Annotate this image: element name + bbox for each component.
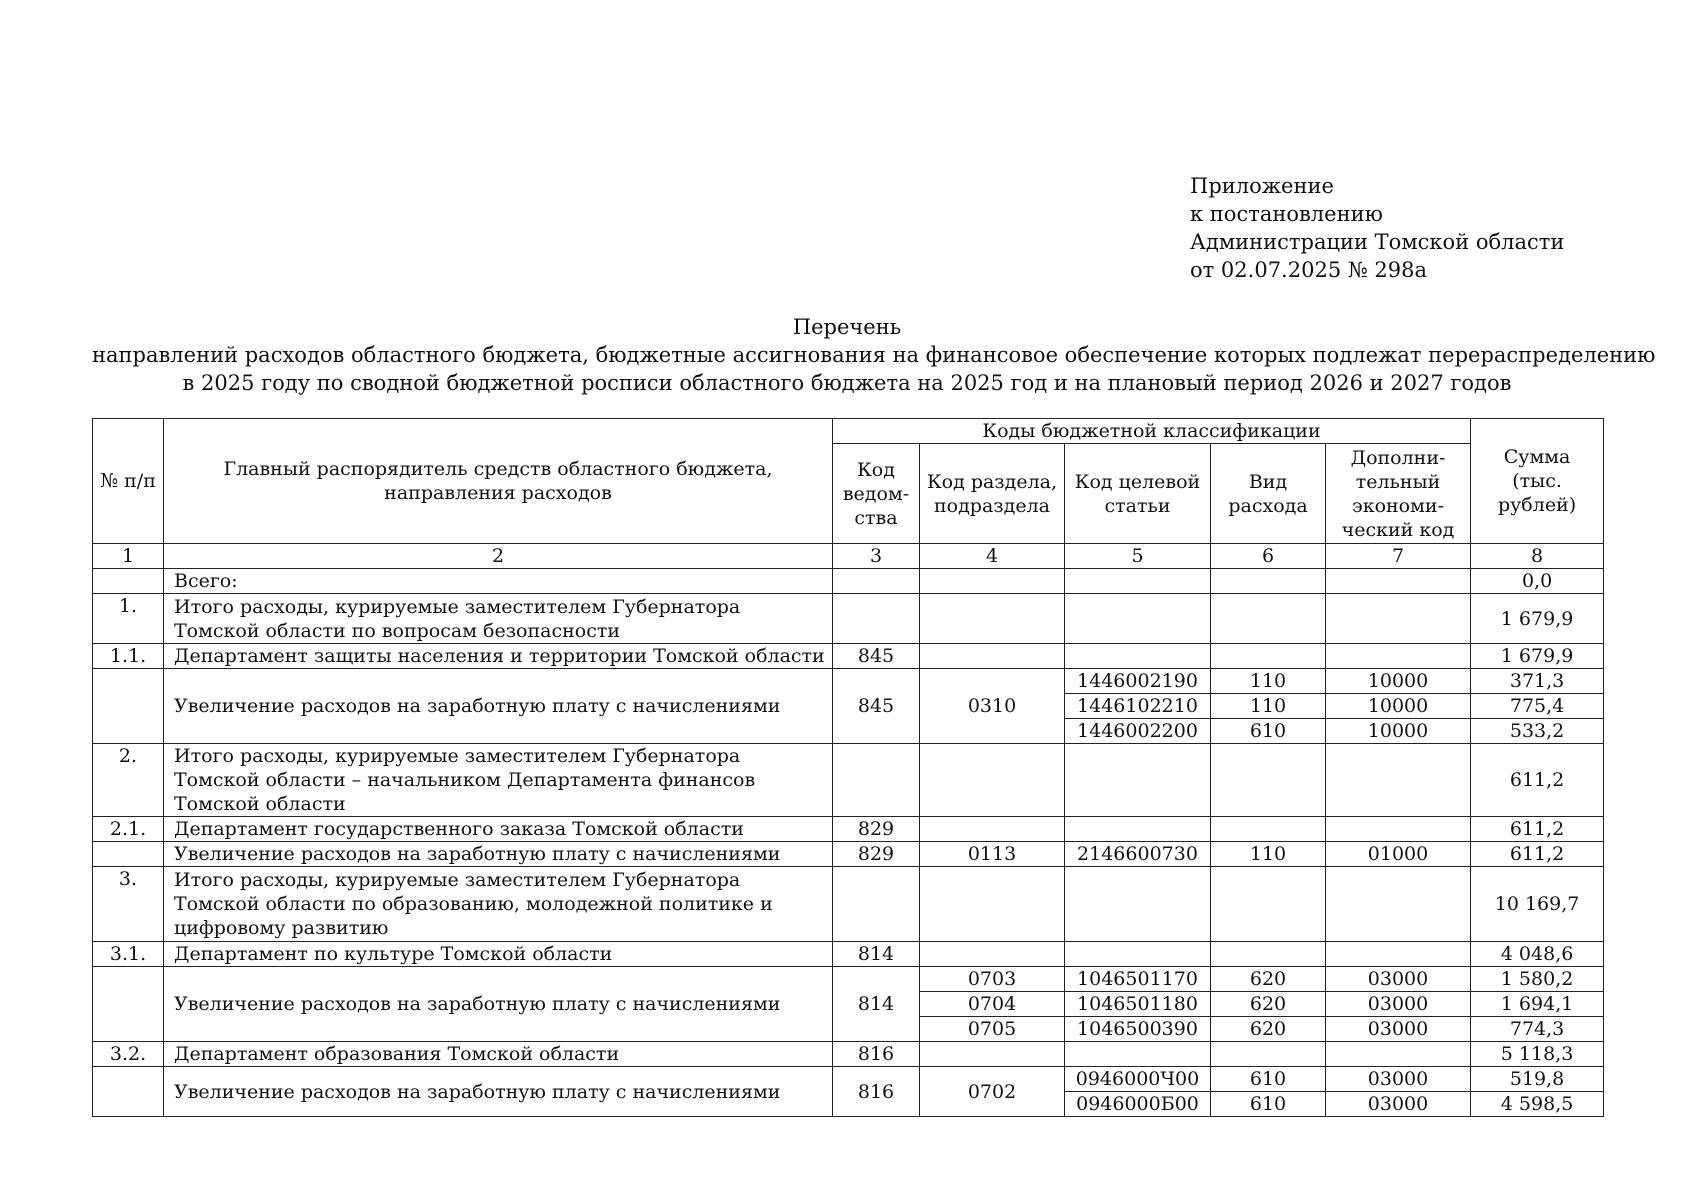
cell-econ-code: 03000 bbox=[1326, 992, 1471, 1017]
cell-num: 3.2. bbox=[93, 1042, 164, 1067]
cell-description: Департамент по культуре Томской области bbox=[164, 942, 833, 967]
cell-sum: 611,2 bbox=[1471, 744, 1604, 817]
column-number: 3 bbox=[833, 544, 920, 569]
cell-empty bbox=[1211, 644, 1326, 669]
cell-description: Итого расходы, курируемые заместителем Губернатора Томской области по образованию, молодежной политике и цифровому развитию bbox=[164, 867, 833, 942]
cell-description: Всего: bbox=[164, 569, 833, 594]
cell-target-code: 0946000Ч00 bbox=[1065, 1067, 1211, 1092]
header-target-code: Код целевой статьи bbox=[1065, 444, 1211, 544]
cell-dept-code: 814 bbox=[833, 942, 920, 967]
cell-sum: 4 048,6 bbox=[1471, 942, 1604, 967]
cell-empty bbox=[1211, 1042, 1326, 1067]
cell-empty bbox=[1211, 569, 1326, 594]
cell-section-code: 0704 bbox=[920, 992, 1065, 1017]
cell-dept-code: 816 bbox=[833, 1067, 920, 1117]
cell-num: 2.1. bbox=[93, 817, 164, 842]
appendix-line: к постановлению bbox=[1190, 202, 1383, 226]
cell-econ-code: 10000 bbox=[1326, 719, 1471, 744]
column-number: 5 bbox=[1065, 544, 1211, 569]
cell-num: 1. bbox=[93, 594, 164, 644]
cell-empty bbox=[1326, 867, 1471, 942]
cell-empty bbox=[1326, 1042, 1471, 1067]
table-row-subgroup bbox=[93, 942, 1604, 967]
cell-empty bbox=[1326, 594, 1471, 644]
cell-econ-code: 01000 bbox=[1326, 842, 1471, 867]
column-number: 8 bbox=[1471, 544, 1604, 569]
cell-num bbox=[93, 967, 164, 1042]
cell-empty bbox=[1065, 1042, 1211, 1067]
cell-sum: 4 598,5 bbox=[1471, 1092, 1604, 1117]
cell-num bbox=[93, 569, 164, 594]
cell-econ-code: 10000 bbox=[1326, 694, 1471, 719]
cell-sum: 1 679,9 bbox=[1471, 594, 1604, 644]
cell-empty bbox=[833, 744, 920, 817]
cell-description: Итого расходы, курируемые заместителем Губернатора Томской области по вопросам безопасности bbox=[164, 594, 833, 644]
cell-section-code: 0703 bbox=[920, 967, 1065, 992]
cell-econ-code: 03000 bbox=[1326, 1092, 1471, 1117]
title-line: направлений расходов областного бюджета, бюджетные ассигнования на финансовое обеспечение которых подлежат перераспределению bbox=[92, 343, 1656, 367]
cell-sum: 10 169,7 bbox=[1471, 867, 1604, 942]
cell-empty bbox=[920, 594, 1065, 644]
cell-empty bbox=[920, 817, 1065, 842]
column-number: 4 bbox=[920, 544, 1065, 569]
cell-expense-type: 610 bbox=[1211, 1092, 1326, 1117]
cell-empty bbox=[1211, 817, 1326, 842]
cell-description: Увеличение расходов на заработную плату с начислениями bbox=[164, 967, 833, 1042]
table-row-group bbox=[93, 744, 1604, 817]
cell-sum: 1 580,2 bbox=[1471, 967, 1604, 992]
cell-target-code: 1446102210 bbox=[1065, 694, 1211, 719]
cell-dept-code: 845 bbox=[833, 669, 920, 744]
cell-sum: 774,3 bbox=[1471, 1017, 1604, 1042]
cell-empty bbox=[833, 594, 920, 644]
cell-target-code: 1046500390 bbox=[1065, 1017, 1211, 1042]
cell-expense-type: 620 bbox=[1211, 992, 1326, 1017]
cell-sum: 533,2 bbox=[1471, 719, 1604, 744]
table-row-subgroup bbox=[93, 644, 1604, 669]
cell-target-code: 1046501170 bbox=[1065, 967, 1211, 992]
cell-section-code: 0113 bbox=[920, 842, 1065, 867]
cell-num bbox=[93, 1067, 164, 1117]
cell-empty bbox=[920, 867, 1065, 942]
cell-expense-type: 110 bbox=[1211, 694, 1326, 719]
table-row-group bbox=[93, 594, 1604, 644]
cell-expense-type: 620 bbox=[1211, 967, 1326, 992]
cell-empty bbox=[1065, 569, 1211, 594]
cell-expense-type: 110 bbox=[1211, 669, 1326, 694]
cell-expense-type: 110 bbox=[1211, 842, 1326, 867]
cell-description: Увеличение расходов на заработную плату с начислениями bbox=[164, 842, 833, 867]
cell-sum: 611,2 bbox=[1471, 842, 1604, 867]
cell-econ-code: 03000 bbox=[1326, 1067, 1471, 1092]
cell-sum: 775,4 bbox=[1471, 694, 1604, 719]
table-row-group bbox=[93, 867, 1604, 942]
appendix-line: Администрации Томской области bbox=[1190, 230, 1565, 254]
cell-empty bbox=[1211, 744, 1326, 817]
table-row-subgroup bbox=[93, 817, 1604, 842]
cell-target-code: 0946000Б00 bbox=[1065, 1092, 1211, 1117]
title-line: в 2025 году по сводной бюджетной росписи областного бюджета на 2025 год и на плановый период 2026 и 2027 годов bbox=[182, 371, 1512, 395]
cell-empty bbox=[1326, 644, 1471, 669]
cell-num: 3.1. bbox=[93, 942, 164, 967]
cell-target-code: 1046501180 bbox=[1065, 992, 1211, 1017]
cell-target-code: 1446002200 bbox=[1065, 719, 1211, 744]
table-row bbox=[93, 967, 1604, 992]
cell-empty bbox=[1326, 817, 1471, 842]
cell-empty bbox=[1326, 942, 1471, 967]
header-row bbox=[93, 419, 1604, 444]
header-description: Главный распорядитель средств областного бюджета, направления расходов bbox=[164, 419, 833, 544]
cell-dept-code: 829 bbox=[833, 817, 920, 842]
table-row bbox=[93, 842, 1604, 867]
cell-empty bbox=[1065, 942, 1211, 967]
cell-dept-code: 814 bbox=[833, 967, 920, 1042]
cell-empty bbox=[920, 942, 1065, 967]
cell-sum: 519,8 bbox=[1471, 1067, 1604, 1092]
header-sum: Сумма (тыс. рублей) bbox=[1471, 419, 1604, 544]
appendix-line: Приложение bbox=[1190, 174, 1334, 198]
column-number-row bbox=[93, 544, 1604, 569]
cell-empty bbox=[1326, 744, 1471, 817]
column-number: 1 bbox=[93, 544, 164, 569]
cell-expense-type: 620 bbox=[1211, 1017, 1326, 1042]
cell-num bbox=[93, 842, 164, 867]
cell-empty bbox=[1065, 867, 1211, 942]
cell-sum: 611,2 bbox=[1471, 817, 1604, 842]
cell-empty bbox=[833, 867, 920, 942]
cell-section-code: 0705 bbox=[920, 1017, 1065, 1042]
cell-empty bbox=[1065, 644, 1211, 669]
cell-description: Департамент государственного заказа Томской области bbox=[164, 817, 833, 842]
cell-empty bbox=[920, 744, 1065, 817]
budget-table bbox=[92, 418, 1604, 1117]
cell-dept-code: 845 bbox=[833, 644, 920, 669]
cell-empty bbox=[920, 569, 1065, 594]
cell-expense-type: 610 bbox=[1211, 719, 1326, 744]
cell-description: Итого расходы, курируемые заместителем Губернатора Томской области – начальником Департамента финансов Томской области bbox=[164, 744, 833, 817]
cell-description: Увеличение расходов на заработную плату с начислениями bbox=[164, 1067, 833, 1117]
cell-econ-code: 10000 bbox=[1326, 669, 1471, 694]
cell-empty bbox=[920, 644, 1065, 669]
table-row bbox=[93, 669, 1604, 694]
table-row-total bbox=[93, 569, 1604, 594]
document-title bbox=[92, 313, 1656, 397]
cell-description: Департамент защиты населения и территории Томской области bbox=[164, 644, 833, 669]
cell-empty bbox=[1211, 867, 1326, 942]
cell-sum: 371,3 bbox=[1471, 669, 1604, 694]
cell-empty bbox=[1065, 744, 1211, 817]
cell-num: 3. bbox=[93, 867, 164, 942]
cell-target-code: 2146600730 bbox=[1065, 842, 1211, 867]
cell-econ-code: 03000 bbox=[1326, 1017, 1471, 1042]
cell-empty bbox=[833, 569, 920, 594]
column-number: 2 bbox=[164, 544, 833, 569]
header-section-code: Код раздела, подраздела bbox=[920, 444, 1065, 544]
cell-empty bbox=[1211, 942, 1326, 967]
cell-empty bbox=[1065, 817, 1211, 842]
cell-section-code: 0702 bbox=[920, 1067, 1065, 1117]
cell-num: 2. bbox=[93, 744, 164, 817]
appendix-line: от 02.07.2025 № 298а bbox=[1190, 258, 1427, 282]
cell-num bbox=[93, 669, 164, 744]
cell-sum: 5 118,3 bbox=[1471, 1042, 1604, 1067]
cell-empty bbox=[1326, 569, 1471, 594]
header-codes-group: Коды бюджетной классификации bbox=[833, 419, 1471, 444]
cell-empty bbox=[920, 1042, 1065, 1067]
column-number: 7 bbox=[1326, 544, 1471, 569]
title-line: Перечень bbox=[792, 315, 902, 339]
header-num: № п/п bbox=[93, 419, 164, 544]
cell-expense-type: 610 bbox=[1211, 1067, 1326, 1092]
cell-empty bbox=[1065, 594, 1211, 644]
cell-description: Увеличение расходов на заработную плату с начислениями bbox=[164, 669, 833, 744]
cell-dept-code: 816 bbox=[833, 1042, 920, 1067]
cell-description: Департамент образования Томской области bbox=[164, 1042, 833, 1067]
cell-empty bbox=[1211, 594, 1326, 644]
cell-section-code: 0310 bbox=[920, 669, 1065, 744]
header-dept-code: Код ведом-ства bbox=[833, 444, 920, 544]
appendix-block bbox=[1190, 172, 1564, 284]
header-expense-type: Вид расхода bbox=[1211, 444, 1326, 544]
cell-target-code: 1446002190 bbox=[1065, 669, 1211, 694]
cell-num: 1.1. bbox=[93, 644, 164, 669]
cell-econ-code: 03000 bbox=[1326, 967, 1471, 992]
cell-sum: 1 679,9 bbox=[1471, 644, 1604, 669]
cell-sum: 0,0 bbox=[1471, 569, 1604, 594]
cell-sum: 1 694,1 bbox=[1471, 992, 1604, 1017]
table-row bbox=[93, 1067, 1604, 1092]
header-econ-code: Дополни-тельный экономи-ческий код bbox=[1326, 444, 1471, 544]
cell-dept-code: 829 bbox=[833, 842, 920, 867]
column-number: 6 bbox=[1211, 544, 1326, 569]
table-row-subgroup bbox=[93, 1042, 1604, 1067]
